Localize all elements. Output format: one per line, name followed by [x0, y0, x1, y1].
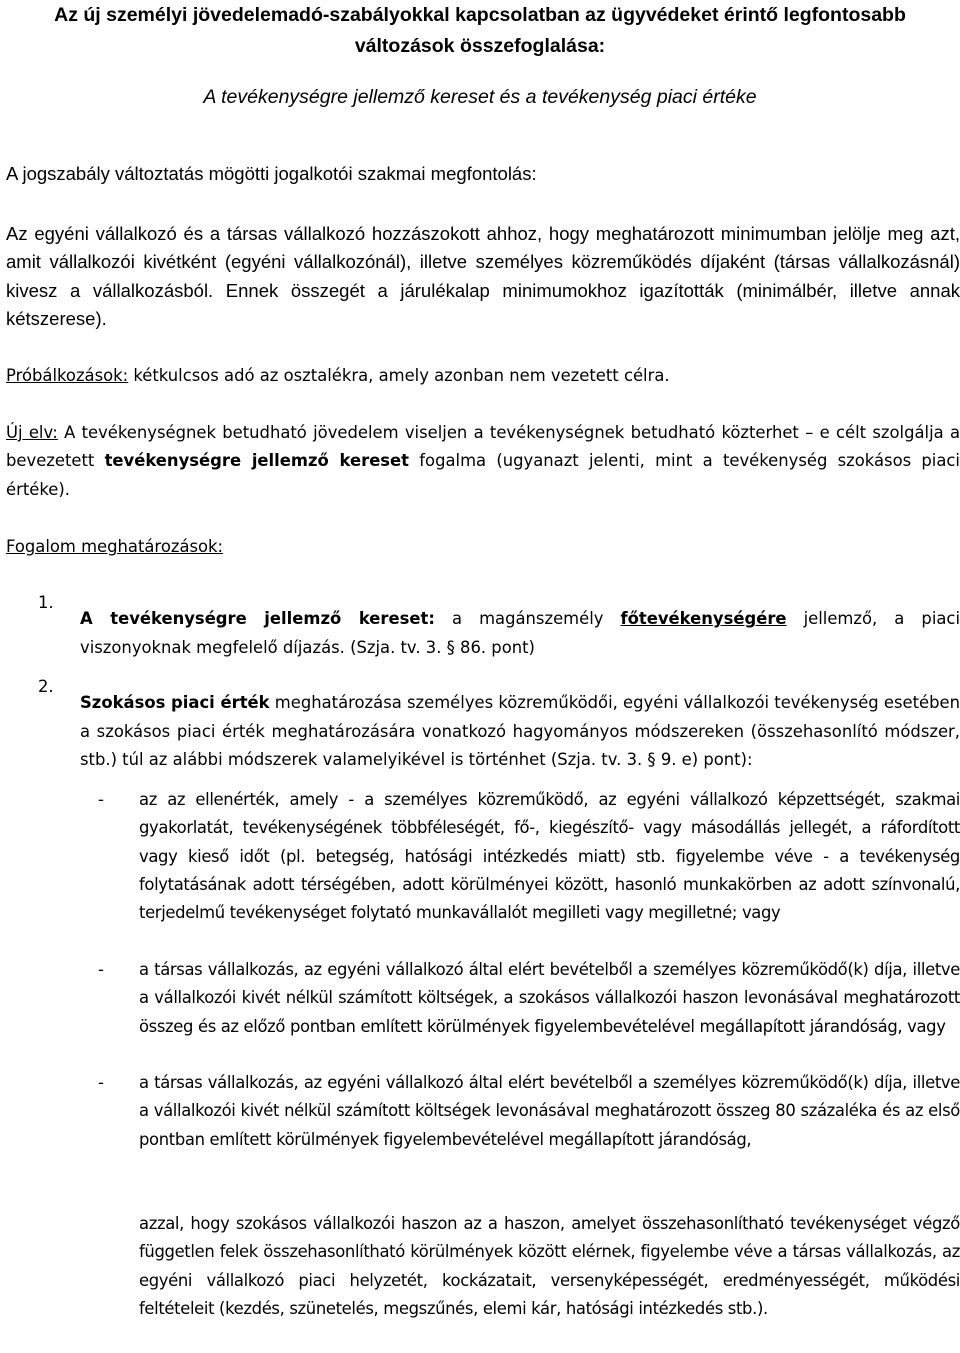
rationale-paragraph — [6, 220, 960, 333]
bullet-2-dash: - — [98, 960, 104, 979]
document-subtitle: A tevékenységre jellemző kereset és a tevékenység piaci értéke — [203, 86, 757, 108]
definition-2-term: Szokásos piaci érték — [80, 693, 270, 713]
definitions-heading — [6, 533, 960, 561]
new-principle-bold-term: tevékenységre jellemző kereset — [104, 451, 410, 471]
definition-2-intro: meghatározása személyes közreműködői, egyéni vállalkozói tevékenység esetében a szokásos piaci érték meghatározására vonatkozó hagyományos módszereken (összehasonlító módszer, stb.) túl az alábbi módszerek valamelyikével is történhet (Szja. tv. 3. § 9. e) pont): — [80, 693, 960, 769]
rationale-heading: A jogszabály változtatás mögötti jogalkotói szakmai megfontolás: — [6, 163, 537, 184]
attempts-label: Próbálkozások: — [6, 366, 129, 385]
bullet-3-text: a társas vállalkozás, az egyéni vállalkozó által elért bevételből a személyes közreműködő(k) díja, illetve a vállalkozói kivét nélkül számított költségek levonásával meghatározott összeg 80 százaléka és az első pontban említett körülmények figyelembevételével megállapított járandóság, — [139, 1073, 960, 1149]
bullet-2-text: a társas vállalkozás, az egyéni vállalkozó által elért bevételből a személyes közreműködő(k) díja, illetve a vállalkozói kivét nélkül számított költségek, a szokásos vállalkozói haszon levonásával meghatározott összeg és az előző pontban említett körülmények figyelembevételével megállapított járandóság, vagy — [139, 960, 960, 1036]
new-principle-paragraph — [6, 419, 960, 504]
definition-1-part-1: a magánszemély — [434, 609, 621, 629]
rationale-text: Az egyéni vállalkozó és a társas vállalkozó hozzászokott ahhoz, hogy meghatározott minimumban jelölje meg azt, amit vállalkozói kivétként (egyéni vállalkozónál), illetve személyes közreműködés díjaként (társas vállalkozásnál) kivesz a vállalkozásból. Ennek összegét a járulékalap minimumokhoz igazították (minimálbér, illetve annak kétszerese). — [6, 223, 960, 329]
definition-1-emphasis: főtevékenységére — [620, 609, 787, 629]
definition-2-closing: azzal, hogy szokásos vállalkozói haszon az a haszon, amelyet összehasonlítható tevékenységet végző független felek összehasonlítható körülmények között elérnek, figyelembe véve a társas vállalkozás, az egyéni vállalkozó piaci helyzetét, kockázatait, versenyképességét, eredményességét, működési feltételeit (kezdés, szünetelés, megszűnés, elemi kár, hatósági intézkedés stb.). — [139, 1214, 960, 1318]
new-principle-text-2: fogalma (ugyanazt jelenti, mint a tevékenység szokásos piaci értéke). — [6, 451, 960, 499]
definitions-heading-text: Fogalom meghatározások: — [6, 537, 224, 556]
attempts-paragraph — [6, 362, 960, 390]
definition-1-term: A tevékenységre jellemző kereset: — [80, 609, 435, 629]
definition-1-number: 1. — [38, 593, 54, 612]
attempts-text: kétkulcsos adó az osztalékra, amely azonban nem vezetett célra. — [128, 366, 670, 385]
definition-1-part-2: jellemző, a piaci viszonyoknak megfelelő díjazás. (Szja. tv. 3. § 86. pont) — [80, 609, 960, 657]
new-principle-text-1: A tevékenységnek betudható jövedelem viseljen a tevékenységnek betudható közterhet – e célt szolgálja a bevezetett — [6, 423, 960, 471]
definition-2-text — [80, 673, 960, 791]
bullet-1-dash: - — [98, 790, 104, 809]
bullet-3-dash: - — [98, 1073, 104, 1092]
definition-2-number: 2. — [38, 677, 54, 696]
definition-1-text — [80, 589, 960, 678]
bullet-1-text: az az ellenérték, amely - a személyes közreműködő, az egyéni vállalkozó képzettségét, szakmai gyakorlatát, tevékenységének többféleségét, fő-, kiegészítő- vagy másodállás jellegét, a ráfordított vagy kieső időt (pl. betegség, hatósági intézkedés miatt) stb. figyelembe véve - a tevékenység folytatásának adott térségében, adott körülményei között, hasonló munkakörben az adott színvonalú, terjedelmű tevékenységet folytató munkavállalót megilleti vagy megilletné; vagy — [139, 790, 960, 923]
document-title: Az új személyi jövedelemadó-szabályokkal kapcsolatban az ügyvédeket érintő legfontosabb változások összefoglalása: — [54, 4, 906, 57]
new-principle-label: Új elv: — [6, 423, 58, 442]
